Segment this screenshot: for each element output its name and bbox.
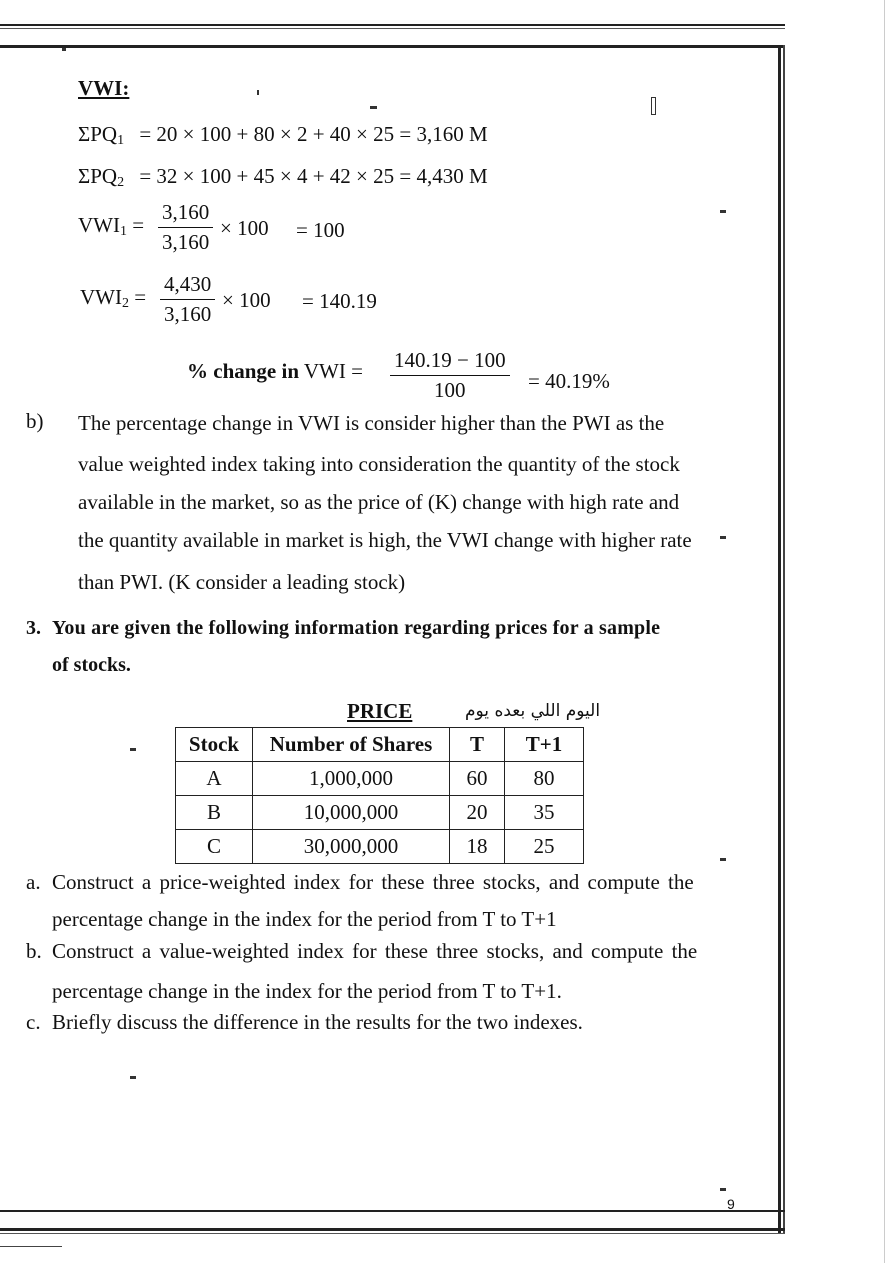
cell-t-plus-1: 25: [505, 830, 584, 864]
footer-short-line: [0, 1246, 62, 1247]
column-header-t: T: [450, 728, 505, 762]
scan-speck: [370, 106, 377, 109]
vwi1-numerator: 3,160: [158, 200, 213, 228]
cell-t-plus-1: 80: [505, 762, 584, 796]
bottom-frame-line-inner: [0, 1233, 785, 1234]
top-frame-line-inner: [0, 28, 785, 29]
column-header-stock: Stock: [176, 728, 253, 762]
part-c-marker: c.: [26, 1010, 41, 1034]
sum-pq1-subscript: 1: [117, 133, 125, 148]
sum-pq2-label: ΣPQ: [78, 164, 118, 188]
part-b-line: Construct a value-weighted index for these three stocks, and compute the: [52, 939, 698, 963]
top-frame-line: [0, 24, 785, 26]
answer-b-marker: b): [26, 409, 44, 433]
price-table: [175, 727, 584, 864]
answer-b-line: value weighted index taking into consideration the quantity of the stock: [78, 452, 680, 476]
cell-shares: 10,000,000: [253, 796, 450, 830]
vwi2-result: = 140.19: [302, 289, 377, 313]
part-a-marker: a.: [26, 870, 41, 894]
question-3-line: You are given the following information regarding prices for a sample: [52, 617, 661, 639]
vwi1-fraction: [158, 200, 213, 255]
percent-change-fraction: [390, 348, 510, 403]
table-row: [176, 830, 584, 864]
scan-speck: [720, 210, 726, 213]
scan-speck: [62, 48, 66, 51]
vwi2-label: VWI2 =: [80, 285, 147, 311]
vwi1-subscript: 1: [119, 224, 127, 239]
price-table-title: PRICE: [347, 699, 413, 723]
cell-shares: 30,000,000: [253, 830, 450, 864]
top-frame-line-thick: [0, 45, 785, 48]
vwi2-numerator: 4,430: [160, 272, 215, 300]
scan-speck: [130, 1076, 136, 1079]
cell-t: 18: [450, 830, 505, 864]
vwi2-fraction: [160, 272, 215, 327]
percent-change-label: % change in VWI =: [187, 359, 363, 383]
sum-pq2-expression: = 32 × 100 + 45 × 4 + 42 × 25 = 4,430 M: [139, 164, 488, 188]
scan-speck: [720, 858, 726, 861]
part-b-marker: b.: [26, 939, 42, 963]
sum-pq2-line: [78, 164, 488, 191]
vwi-heading: VWI:: [78, 76, 130, 100]
vwi1-denominator: 3,160: [162, 230, 210, 254]
scan-speck: [720, 1188, 726, 1191]
answer-b-line: available in the market, so as the price of (K) change with high rate and: [78, 490, 680, 514]
sum-pq2-subscript: 2: [117, 175, 125, 190]
cell-t: 60: [450, 762, 505, 796]
cell-stock: C: [176, 830, 253, 864]
part-a-line: Construct a price-weighted index for these three stocks, and compute the: [52, 870, 694, 894]
cell-t: 20: [450, 796, 505, 830]
sum-pq1-expression: = 20 × 100 + 80 × 2 + 40 × 25 = 3,160 M: [139, 122, 488, 146]
question-3-line: of stocks.: [52, 654, 131, 676]
handwritten-arabic-note: اليوم اللي بعده يوم: [465, 701, 601, 721]
right-frame-line: [778, 45, 781, 1233]
table-row: [176, 796, 584, 830]
sum-pq1-label: ΣPQ: [78, 122, 118, 146]
vwi2-subscript: 2: [121, 296, 129, 311]
bottom-frame-line-thick: [0, 1228, 785, 1231]
vwi2-multiplier: × 100: [222, 288, 271, 312]
cell-stock: B: [176, 796, 253, 830]
percent-change-denominator: 100: [434, 378, 466, 402]
page-number: 9: [727, 1196, 735, 1212]
cell-t-plus-1: 35: [505, 796, 584, 830]
table-header-row: [176, 728, 584, 762]
scan-speck: [720, 536, 726, 539]
part-a-line: percentage change in the index for the period from T to T+1: [52, 907, 557, 931]
answer-b-line: than PWI. (K consider a leading stock): [78, 570, 406, 594]
question-3-number: 3.: [26, 617, 41, 639]
right-edge-line: [884, 0, 885, 1263]
vwi1-result: = 100: [296, 218, 345, 242]
bottom-frame-line: [0, 1210, 785, 1212]
column-header-shares: Number of Shares: [253, 728, 450, 762]
scan-speck: [130, 748, 136, 751]
answer-b-line: The percentage change in VWI is consider higher than the PWI as the: [78, 411, 665, 435]
answer-b-line: the quantity available in market is high, the VWI change with higher rate: [78, 528, 692, 552]
vwi1-multiplier: × 100: [220, 216, 269, 240]
vwi2-denominator: 3,160: [164, 302, 212, 326]
percent-change-numerator: 140.19 − 100: [390, 348, 510, 376]
part-b-line: percentage change in the index for the period from T to T+1.: [52, 979, 562, 1003]
column-header-t-plus-1: T+1: [505, 728, 584, 762]
percent-change-result: = 40.19%: [528, 369, 610, 393]
cell-stock: A: [176, 762, 253, 796]
right-frame-line-outer: [783, 45, 785, 1233]
scan-speck: [651, 97, 656, 115]
sum-pq1-line: [78, 122, 488, 149]
vwi1-label: VWI1 =: [78, 213, 145, 239]
part-c-line: Briefly discuss the difference in the results for the two indexes.: [52, 1010, 583, 1034]
table-row: [176, 762, 584, 796]
scan-speck: [257, 90, 259, 95]
cell-shares: 1,000,000: [253, 762, 450, 796]
